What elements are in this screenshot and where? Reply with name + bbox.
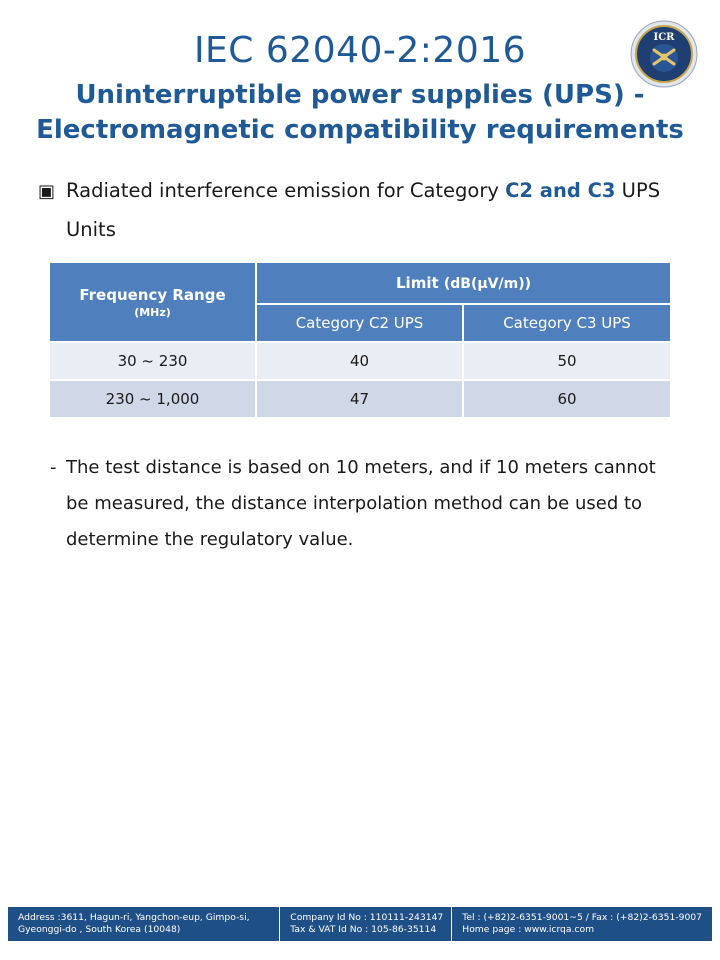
table-row xyxy=(49,380,671,418)
limit-unit: (dB(μV/m)) xyxy=(443,276,532,292)
category-c2-header: Category C2 UPS xyxy=(256,304,463,342)
note-line-2: be measured, the distance interpolation method can be used to xyxy=(66,493,643,514)
limit-header xyxy=(256,262,671,304)
subtitle-line-2: Electromagnetic compatibility requirements xyxy=(36,115,684,145)
frequency-range-label: Frequency Range xyxy=(79,285,226,304)
c2-limit-cell: 47 xyxy=(256,380,463,418)
footer-address xyxy=(8,907,280,941)
subtitle-line-1: Uninterruptible power supplies (UPS) - xyxy=(75,80,645,110)
footer xyxy=(8,907,712,941)
icr-logo xyxy=(630,20,698,88)
note-line-1: The test distance is based on 10 meters, and if 10 meters cannot xyxy=(66,457,656,478)
frequency-range-cell: 230 ~ 1,000 xyxy=(49,380,256,418)
section-text-after: UPS xyxy=(615,179,661,202)
frequency-range-header xyxy=(49,262,256,342)
c3-limit-cell: 60 xyxy=(463,380,671,418)
limit-label: Limit xyxy=(396,274,439,292)
c3-limit-cell: 50 xyxy=(463,342,671,380)
note-line-3: determine the regulatory value. xyxy=(66,529,354,550)
tax-id: Tax & VAT Id No : 105-86-35114 xyxy=(290,924,437,935)
table-row xyxy=(49,342,671,380)
footer-ids xyxy=(280,907,452,941)
c2-limit-cell: 40 xyxy=(256,342,463,380)
category-c3-header: Category C3 UPS xyxy=(463,304,671,342)
frequency-range-cell: 30 ~ 230 xyxy=(49,342,256,380)
company-id: Company Id No : 110111-243147 xyxy=(290,912,444,923)
note-dash: - xyxy=(50,457,57,478)
homepage-link[interactable]: Home page : www.icrqa.com xyxy=(462,924,595,935)
address-line-1: Address :3611, Hagun-ri, Yangchon-eup, Gimpo-si, xyxy=(18,912,250,923)
logo-text: ICR xyxy=(653,32,675,43)
page-title: IEC 62040-2:2016 xyxy=(193,30,527,71)
section-highlight: C2 and C3 xyxy=(505,179,616,202)
section-text-before: Radiated interference emission for Category xyxy=(66,179,506,202)
test-distance-note xyxy=(50,450,680,558)
section-line-2: Units xyxy=(66,218,116,241)
page-subtitle xyxy=(0,78,720,148)
address-line-2: Gyeonggi-do , South Korea (10048) xyxy=(18,924,181,935)
footer-contact xyxy=(452,907,712,941)
section-heading xyxy=(38,172,678,249)
frequency-unit: (MHz) xyxy=(134,305,171,319)
square-bullet-icon: ▣ xyxy=(38,181,56,202)
phone-fax: Tel : (+82)2-6351-9001~5 / Fax : (+82)2-6351-9007 xyxy=(462,912,702,923)
emission-limits-table xyxy=(48,261,672,419)
